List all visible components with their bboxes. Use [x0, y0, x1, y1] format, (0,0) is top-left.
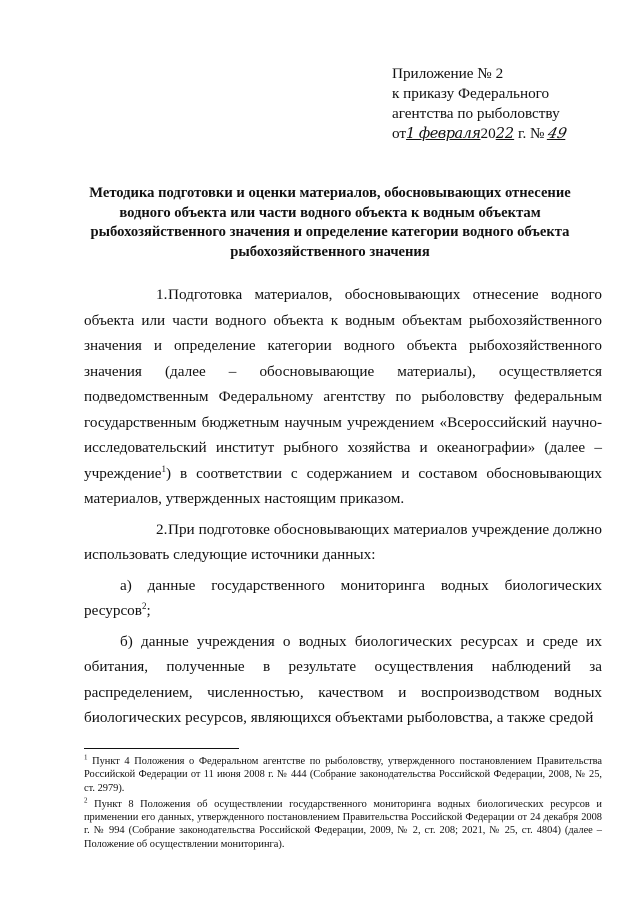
document-title: Методика подготовки и оценки материалов, обосновывающих отнесение водного объекта или части водного объекта к водным объектам рыбохозяйственного значения и определение категории водного объекта рыбохозяйственного значения — [89, 185, 571, 260]
handwritten-year: 22 — [495, 126, 515, 142]
footnote-1-text: Пункт 4 Положения о Федеральном агентстве по рыболовству, утвержденного постановлением Правительства Российской Федерации от 11 июня 2008 г. № 444 (Собрание законодательства Российской Федерации, 2008, № 25, ст. 2979). — [84, 756, 602, 794]
appendix-label: Приложение № 2 — [392, 65, 504, 82]
paragraph-b-text: б) данные учреждения о водных биологических ресурсах и среде их обитания, полученные в результате осуществления наблюдений за распределением, численностью, качеством и воспроизводством водных биологических ресурсов, являющихся объектами рыболовства, а также средой — [84, 632, 602, 726]
footnote-ref-2: 2 — [141, 600, 147, 611]
paragraph-b — [84, 629, 602, 731]
footnote-divider — [84, 748, 239, 749]
footnotes — [84, 755, 602, 854]
appendix-header — [392, 64, 567, 144]
paragraph-2-text: При подготовке обосновывающих материалов учреждение должно использовать следующие источники данных: — [84, 520, 602, 563]
date-year-unit: г. № — [514, 125, 549, 142]
footnote-1 — [84, 755, 602, 795]
document-body — [84, 282, 602, 736]
footnote-1-mark: 1 — [84, 753, 88, 762]
footnote-2-text: Пункт 8 Положения об осуществлении государственного мониторинга водных биологических ресурсов и применении его данных, утвержденного постановлением Правительства Российской Федерации от 24 декабря 2008 г. № 994 (Собрание законодательства Российской Федерации, 2009, № 2, ст. 208; 2021, № 25, ст. 4804) (далее – Положение об осуществлении мониторинга). — [84, 798, 602, 850]
handwritten-order-number: 49 — [546, 126, 569, 142]
appendix-agency: агентства по рыболовству — [392, 105, 560, 122]
paragraph-2-number: 2. — [156, 520, 168, 538]
paragraph-a-end: ; — [146, 602, 151, 619]
date-year-prefix: 20 — [480, 125, 496, 142]
date-prefix: от — [392, 125, 407, 142]
paragraph-a-text: а) данные государственного мониторинга водных биологических ресурсов — [84, 576, 602, 619]
footnote-ref-1: 1 — [161, 463, 167, 474]
paragraph-2 — [84, 517, 602, 568]
appendix-date-line — [392, 124, 567, 144]
paragraph-1-number: 1. — [156, 286, 168, 303]
paragraph-a — [84, 573, 602, 624]
appendix-order-ref: к приказу Федерального — [392, 85, 550, 102]
handwritten-date: 1 февраля — [406, 126, 481, 142]
footnote-2-mark: 2 — [84, 796, 88, 805]
paragraph-1-text: Подготовка материалов, обосновывающих отнесение водного объекта или части водного объекта к водным объектам рыбохозяйственного значения и определение категории водного объекта рыбохозяйственного значения (далее – обосновывающие материалы), осуществляется подведомственным Федеральному агентству по рыболовству федеральным государственным бюджетным научным учреждением «Всероссийский научно-исследовательский институт рыбного хозяйства и океанографии» (далее – учреждение — [84, 286, 602, 482]
paragraph-1 — [84, 282, 602, 512]
footnote-2 — [84, 798, 602, 851]
paragraph-1-text-end: ) в соответствии с содержанием и составом обосновывающих материалов, утвержденных настоящим приказом. — [84, 464, 602, 507]
